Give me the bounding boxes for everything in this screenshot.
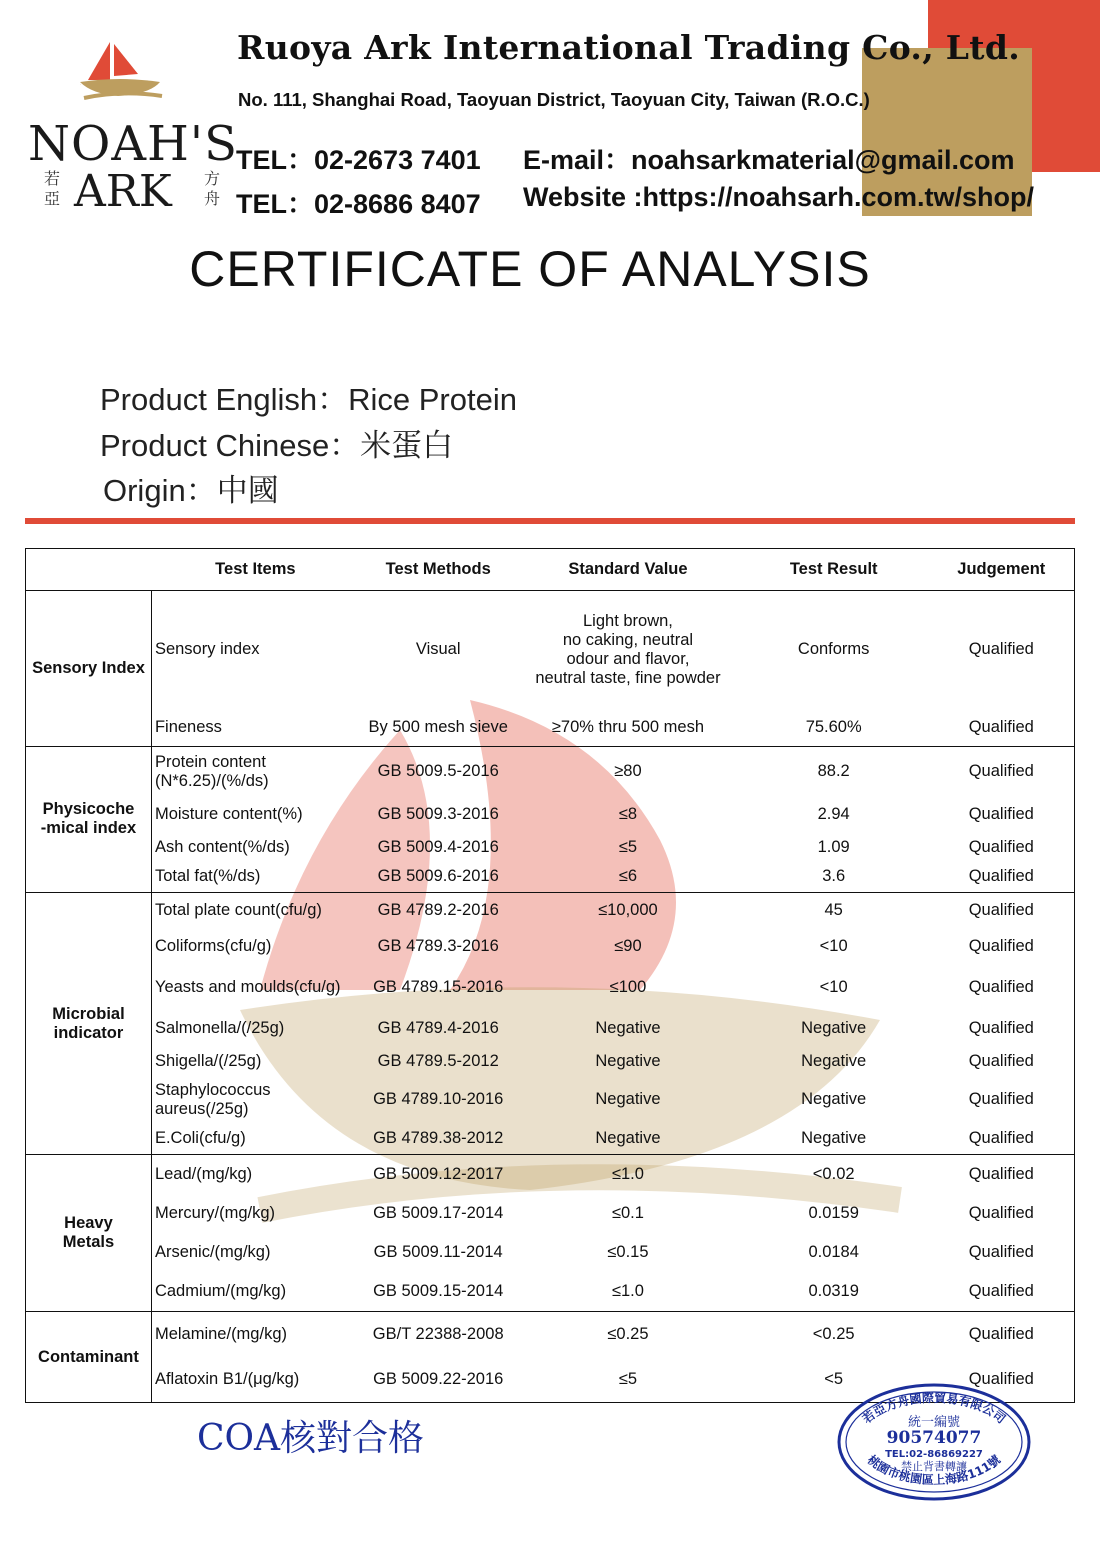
test-result-cell: <10 (819, 937, 848, 956)
table-row (26, 832, 1075, 862)
table-row (26, 708, 1075, 746)
test-method-cell: GB 4789.10-2016 (373, 1090, 504, 1109)
coa-verified-note: COA核對合格 (197, 1418, 425, 1459)
test-item-cell: Total plate count(cfu/g) (154, 901, 322, 920)
test-method-cell: Visual (415, 640, 461, 659)
judgement-cell: Qualified (929, 1356, 1075, 1402)
test-result-cell: 2.94 (817, 804, 850, 823)
stamp-ring-text: 若亞方舟國際貿易有限公司 (859, 1390, 1009, 1427)
test-method-cell: GB 4789.38-2012 (359, 1123, 517, 1155)
test-result-cell: 0.0319 (739, 1272, 929, 1312)
test-item-cell: Arsenic/(mg/kg) (154, 1242, 271, 1261)
judgement-cell: Qualified (968, 837, 1034, 856)
test-item-cell: Staphylococcus aureus(/25g) (154, 1080, 271, 1118)
email: E-mail：noahsarkmaterial@gmail.com (523, 145, 1015, 175)
test-method-cell: GB 5009.15-2014 (359, 1272, 517, 1312)
test-item-cell: Yeasts and moulds(cfu/g) (154, 977, 341, 996)
table-row (26, 862, 1075, 892)
table-header-row (26, 549, 1075, 591)
test-method-cell: By 500 mesh sieve (359, 708, 517, 746)
table-row (26, 892, 1075, 928)
category-cell: Sensory Index (26, 591, 152, 747)
document-title: CERTIFICATE OF ANALYSIS (189, 241, 871, 297)
test-method-cell: GB/T 22388-2008 (372, 1324, 504, 1343)
table-row (26, 746, 1075, 796)
test-method-cell: GB 4789.3-2016 (377, 937, 499, 956)
table-row (26, 1010, 1075, 1046)
logo-chinese-right: 方舟 (204, 171, 221, 208)
table-row (26, 1046, 1075, 1076)
test-result-cell: 0.0184 (808, 1242, 859, 1261)
test-result-cell: 0.0159 (808, 1203, 859, 1222)
judgement-cell: Qualified (929, 1123, 1075, 1155)
test-result-cell: 45 (824, 901, 843, 920)
test-item-cell: Cadmium/(mg/kg) (151, 1272, 359, 1312)
header-divider (25, 518, 1075, 524)
standard-value-cell: ≥80 (614, 762, 642, 781)
test-result-cell: <0.25 (812, 1324, 855, 1343)
stamp-line-3: TEL:02-86869227 (885, 1449, 983, 1460)
company-logo (22, 38, 238, 217)
logo-name: NOAH'S (28, 116, 238, 172)
judgement-cell: Qualified (968, 762, 1034, 781)
standard-value-cell: ≤1.0 (611, 1164, 644, 1183)
standard-value-cell: ≤10,000 (598, 901, 658, 920)
header-test-items: Test Items (151, 549, 359, 591)
test-item-cell: Mercury/(mg/kg) (154, 1203, 276, 1222)
test-item-cell: Lead/(mg/kg) (154, 1164, 253, 1183)
test-result-cell: 3.6 (739, 862, 929, 892)
standard-value-cell: Light brown, no caking, neutral odour and flavor, neutral taste, fine powder (535, 611, 721, 687)
logo-chinese-left: 若亞 (44, 171, 61, 208)
test-method-cell: GB 5009.17-2014 (373, 1203, 504, 1222)
test-method-cell: GB 4789.4-2016 (377, 1018, 499, 1037)
table-row (26, 797, 1075, 832)
telephone-2: TEL：02-8686 8407 (236, 189, 481, 219)
judgement-cell: Qualified (968, 1242, 1034, 1261)
analysis-table (25, 548, 1075, 1403)
company-name: Ruoya Ark International Trading Co., Ltd. (237, 28, 1020, 67)
judgement-cell: Qualified (929, 1272, 1075, 1312)
judgement-cell: Qualified (929, 862, 1075, 892)
test-result-cell: Negative (801, 1018, 867, 1037)
test-result-cell: <0.02 (812, 1164, 855, 1183)
judgement-cell: Qualified (968, 804, 1034, 823)
logo-sub (44, 166, 224, 220)
test-result-cell: Negative (801, 1051, 867, 1070)
test-item-cell: Shigella/(/25g) (154, 1051, 262, 1070)
judgement-cell: Qualified (968, 640, 1034, 659)
test-result-cell: <10 (819, 977, 848, 996)
test-method-cell: GB 5009.4-2016 (377, 837, 499, 856)
judgement-cell: Qualified (929, 708, 1075, 746)
test-method-cell: GB 5009.12-2017 (373, 1164, 504, 1183)
judgement-cell: Qualified (968, 937, 1034, 956)
company-stamp (836, 1382, 1032, 1502)
standard-value-cell: Negative (595, 1090, 661, 1109)
header-standard-value: Standard Value (517, 549, 739, 591)
test-method-cell: GB 4789.15-2016 (373, 977, 504, 996)
standard-value-cell: ≤5 (517, 1356, 739, 1402)
test-item-cell: E.Coli(cfu/g) (151, 1123, 359, 1155)
judgement-cell: Qualified (968, 977, 1034, 996)
test-method-cell: GB 5009.6-2016 (359, 862, 517, 892)
logo-ark: ARK (74, 166, 172, 217)
standard-value-cell: ≤100 (609, 977, 647, 996)
test-result-cell: 88.2 (817, 762, 850, 781)
judgement-cell: Qualified (968, 1324, 1034, 1343)
test-item-cell: Ash content(%/ds) (154, 837, 290, 856)
standard-value-cell: ≤6 (517, 862, 739, 892)
test-method-cell: GB 5009.11-2014 (373, 1242, 503, 1261)
stamp-line-4: 禁止背書轉讓 (901, 1460, 967, 1473)
test-item-cell: Fineness (151, 708, 359, 746)
table-row (26, 1123, 1075, 1155)
test-item-cell: Coliforms(cfu/g) (154, 937, 272, 956)
standard-value-cell: ≤0.1 (611, 1203, 644, 1222)
table-row (26, 1155, 1075, 1193)
test-item-cell: Moisture content(%) (154, 804, 303, 823)
test-result-cell: Conforms (797, 640, 870, 659)
stamp-line-1: 統一編號 (907, 1415, 961, 1430)
standard-value-cell: ≤1.0 (517, 1272, 739, 1312)
header-category (26, 549, 152, 591)
category-cell: Contaminant (26, 1312, 152, 1403)
standard-value-cell: ≤90 (614, 937, 642, 956)
test-item-cell: Aflatoxin B1/(μg/kg) (151, 1356, 359, 1402)
table-row (26, 1193, 1075, 1233)
header-test-methods: Test Methods (359, 549, 517, 591)
test-result-cell: 75.60% (739, 708, 929, 746)
category-cell: Physicoche -mical index (26, 746, 152, 892)
judgement-cell: Qualified (968, 1090, 1034, 1109)
test-result-cell: 1.09 (817, 837, 850, 856)
test-item-cell: Protein content (N*6.25)/(%/ds) (154, 752, 269, 790)
telephone-1: TEL：02-2673 7401 (236, 145, 481, 175)
standard-value-cell: Negative (595, 1051, 661, 1070)
company-address: No. 111, Shanghai Road, Taoyuan District, Taoyuan City, Taiwan (R.O.C.) (238, 89, 870, 110)
table-row (26, 1272, 1075, 1312)
judgement-cell: Qualified (968, 1051, 1034, 1070)
standard-value-cell: ≤0.15 (607, 1242, 649, 1261)
test-method-cell: GB 4789.2-2016 (377, 901, 499, 920)
table-row (26, 1312, 1075, 1356)
standard-value-cell: ≤5 (618, 837, 638, 856)
test-method-cell: GB 4789.5-2012 (377, 1051, 499, 1070)
judgement-cell: Qualified (968, 1164, 1034, 1183)
test-item-cell: Salmonella/(/25g) (154, 1018, 285, 1037)
category-cell: Microbial indicator (26, 892, 152, 1155)
judgement-cell: Qualified (968, 1203, 1034, 1222)
category-cell: Heavy Metals (26, 1155, 152, 1312)
header-test-result: Test Result (739, 549, 929, 591)
header-judgement: Judgement (929, 549, 1075, 591)
test-item-cell: Sensory index (154, 640, 260, 659)
test-item-cell: Total fat(%/ds) (151, 862, 359, 892)
standard-value-cell: ≤0.25 (607, 1324, 649, 1343)
product-english: Product English：Rice Protein (100, 382, 517, 417)
test-item-cell: Melamine/(mg/kg) (154, 1324, 287, 1343)
product-origin: Origin：中國 (103, 473, 279, 508)
table-body (26, 591, 1075, 1403)
table-row (26, 1076, 1075, 1122)
ship-icon (80, 38, 165, 108)
website: Website :https://noahsarh.com.tw/shop/ (523, 182, 1035, 212)
test-method-cell: GB 5009.3-2016 (377, 804, 499, 823)
standard-value-cell: Negative (595, 1018, 661, 1037)
test-method-cell: GB 5009.22-2016 (359, 1356, 517, 1402)
table-row (26, 591, 1075, 709)
judgement-cell: Qualified (968, 901, 1034, 920)
stamp-line-2: 90574077 (886, 1428, 982, 1448)
test-result-cell: Negative (739, 1123, 929, 1155)
standard-value-cell: Negative (517, 1123, 739, 1155)
standard-value-cell: ≤8 (618, 804, 638, 823)
test-result-cell: Negative (801, 1090, 867, 1109)
table-row (26, 1233, 1075, 1271)
product-chinese: Product Chinese：米蛋白 (100, 428, 454, 463)
judgement-cell: Qualified (968, 1018, 1034, 1037)
table-row (26, 929, 1075, 965)
test-method-cell: GB 5009.5-2016 (377, 762, 499, 781)
table-row (26, 965, 1075, 1010)
standard-value-cell: ≥70% thru 500 mesh (517, 708, 739, 746)
test-result-cell: <5 (739, 1356, 929, 1402)
stamp-bottom-text: 桃園市桃園區上海路111號 (864, 1452, 1004, 1488)
